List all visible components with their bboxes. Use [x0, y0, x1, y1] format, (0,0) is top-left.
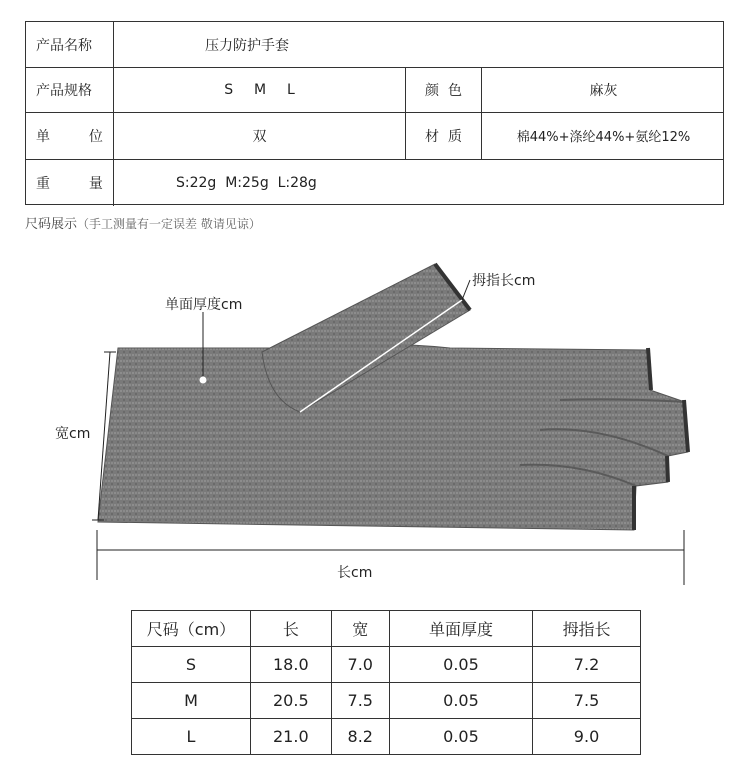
- thumb-length-tick: [462, 280, 470, 300]
- thumb-length-label: 拇指长cm: [472, 273, 536, 289]
- material-label: 材 质: [425, 128, 462, 145]
- header-thumb-length: 拇指长: [533, 611, 641, 647]
- thickness-cell: 0.05: [389, 719, 532, 755]
- product-name-value: 压力防护手套: [205, 37, 289, 54]
- thumb-length-cell: 7.2: [533, 647, 641, 683]
- size-cell: L: [132, 719, 251, 755]
- product-spec-label: 产品规格: [36, 82, 92, 99]
- material-value: 棉44%+涤纶44%+氨纶12%: [516, 130, 691, 145]
- caption-note: （手工测量有一定误差 敬请见谅）: [77, 217, 261, 231]
- glove-diagram: [0, 240, 750, 600]
- table-row: [132, 683, 641, 719]
- unit-value: 双: [252, 128, 267, 145]
- color-value: 麻灰: [589, 82, 618, 99]
- weight-value: S:22g M:25g L:28g: [176, 174, 317, 191]
- width-cell: 7.5: [331, 683, 389, 719]
- width-label: 宽cm: [55, 426, 91, 442]
- finger-cuff: [667, 456, 668, 482]
- size-table: [131, 610, 641, 755]
- glove-illustration: [0, 240, 750, 600]
- length-label: 长cm: [337, 565, 373, 581]
- length-cell: 20.5: [251, 683, 332, 719]
- size-table-header: [132, 611, 641, 647]
- length-cell: 21.0: [251, 719, 332, 755]
- thickness-label: 单面厚度cm: [165, 297, 243, 313]
- glove-body: [98, 344, 688, 530]
- size-caption: [25, 213, 261, 232]
- thickness-cell: 0.05: [389, 647, 532, 683]
- table-row: [132, 647, 641, 683]
- thumb-length-cell: 7.5: [533, 683, 641, 719]
- length-cell: 18.0: [251, 647, 332, 683]
- product-name-label: 产品名称: [36, 37, 92, 54]
- thickness-marker: [200, 377, 207, 384]
- unit-label: 单 位: [36, 128, 113, 145]
- size-cell: S: [132, 647, 251, 683]
- header-width: 宽: [331, 611, 389, 647]
- header-thickness: 单面厚度: [389, 611, 532, 647]
- header-size: 尺码（cm）: [132, 611, 251, 647]
- weight-label: 重 量: [36, 175, 113, 192]
- row-divider: [26, 159, 723, 160]
- spec-table: [25, 21, 724, 205]
- thumb-length-cell: 9.0: [533, 719, 641, 755]
- size-cell: M: [132, 683, 251, 719]
- thickness-cell: 0.05: [389, 683, 532, 719]
- table-row: [132, 719, 641, 755]
- width-cell: 8.2: [331, 719, 389, 755]
- width-cell: 7.0: [331, 647, 389, 683]
- caption-title: 尺码展示: [25, 217, 78, 232]
- color-label: 颜 色: [425, 82, 462, 99]
- product-spec-value: S M L: [224, 81, 295, 98]
- header-length: 长: [251, 611, 332, 647]
